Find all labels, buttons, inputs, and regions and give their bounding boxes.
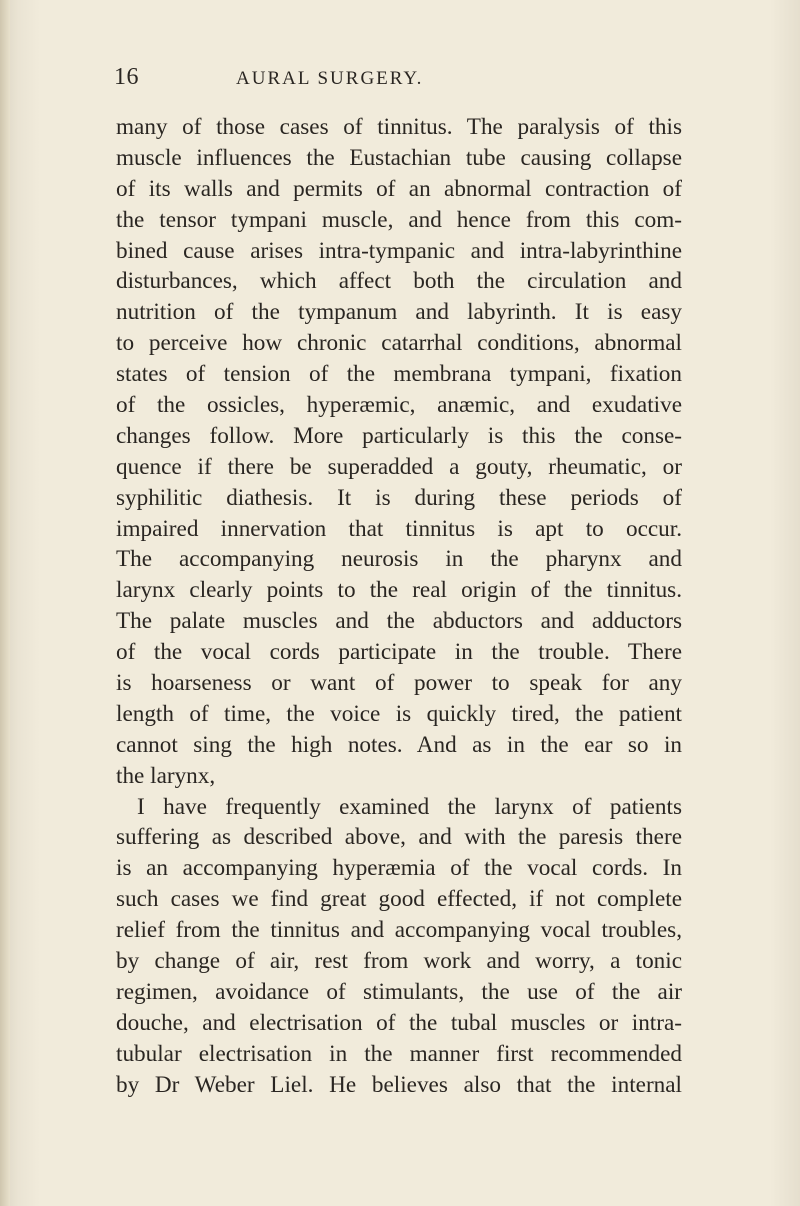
text-line: to perceive how chronic catarrhal conditions, abnormal bbox=[116, 330, 682, 357]
text-line: tubular electrisation in the manner first recommended bbox=[116, 1040, 682, 1067]
text-line: is hoarseness or want of power to speak for any bbox=[116, 670, 682, 697]
text-line: many of those cases of tinnitus. The paralysis of this bbox=[116, 114, 682, 140]
text-line: such cases we find great good effected, if not complete bbox=[116, 886, 682, 913]
text-line: larynx clearly points to the real origin of the tinnitus. bbox=[116, 577, 682, 604]
page-number: 16 bbox=[114, 64, 139, 90]
text-line: of the ossicles, hyperæmic, anæmic, and exudative bbox=[116, 392, 682, 419]
text-line: The palate muscles and the abductors and adductors bbox=[116, 608, 682, 635]
text-line: I have frequently examined the larynx of patients bbox=[137, 793, 682, 820]
text-line: disturbances, which affect both the circulation and bbox=[116, 268, 682, 295]
text-line: the tensor tympani muscle, and hence from this com- bbox=[116, 206, 682, 233]
text-line: the larynx, bbox=[116, 762, 216, 789]
text-line: of its walls and permits of an abnormal contraction of bbox=[116, 175, 682, 202]
text-line: cannot sing the high notes. And as in the ear so in bbox=[116, 731, 682, 758]
running-head: AURAL SURGERY. bbox=[236, 68, 424, 89]
text-line: relief from the tinnitus and accompanying vocal troubles, bbox=[116, 917, 682, 944]
text-line: quence if there be superadded a gouty, rheumatic, or bbox=[116, 453, 682, 480]
text-line: muscle influences the Eustachian tube causing collapse bbox=[116, 144, 682, 171]
text-line: length of time, the voice is quickly tired, the patient bbox=[116, 700, 682, 727]
page-header bbox=[114, 64, 654, 94]
text-line: is an accompanying hyperæmia of the vocal cords. In bbox=[116, 855, 682, 882]
text-line: states of tension of the membrana tympani, fixation bbox=[116, 361, 682, 388]
page-spine-edge bbox=[0, 0, 10, 1206]
text-line: syphilitic diathesis. It is during these periods of bbox=[116, 484, 682, 511]
body-text bbox=[116, 112, 682, 1101]
text-line: The accompanying neurosis in the pharynx and bbox=[116, 546, 682, 573]
text-line: changes follow. More particularly is this the conse- bbox=[116, 422, 682, 449]
text-line: douche, and electrisation of the tubal muscles or intra- bbox=[116, 1009, 682, 1036]
text-line: nutrition of the tympanum and labyrinth. It is easy bbox=[116, 299, 682, 326]
text-line: regimen, avoidance of stimulants, the use of the air bbox=[116, 978, 682, 1005]
text-line: bined cause arises intra-tympanic and intra-labyrinthine bbox=[116, 237, 682, 264]
text-line: by change of air, rest from work and worry, a tonic bbox=[116, 948, 682, 975]
text-line: impaired innervation that tinnitus is apt to occur. bbox=[116, 515, 682, 542]
text-line: by Dr Weber Liel. He believes also that the internal bbox=[116, 1071, 682, 1098]
text-line: of the vocal cords participate in the trouble. There bbox=[116, 639, 682, 666]
text-line: suffering as described above, and with the paresis there bbox=[116, 824, 682, 851]
